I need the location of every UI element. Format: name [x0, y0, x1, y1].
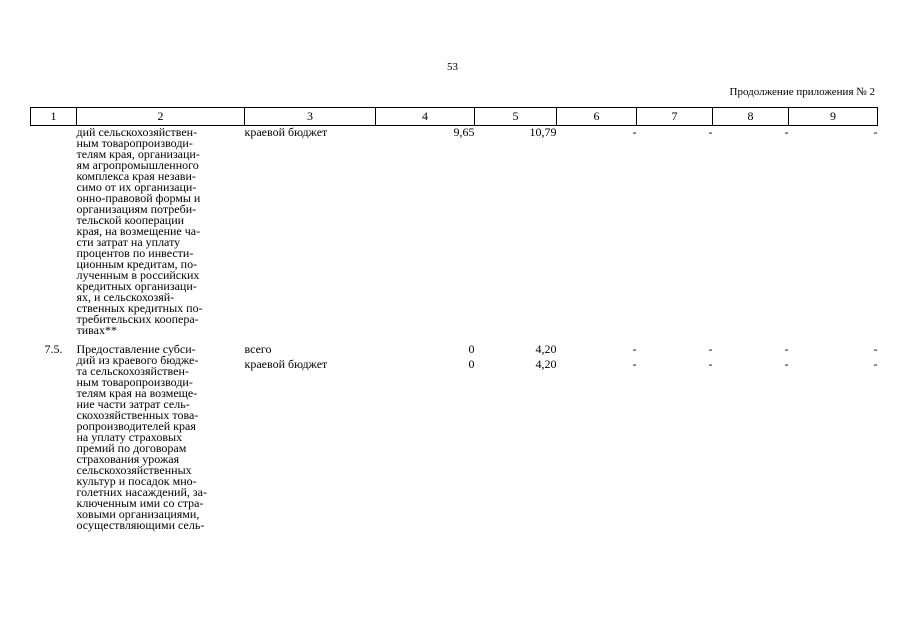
value-col4: 9,65: [453, 125, 475, 139]
budget-table: [30, 107, 878, 531]
value-col6: -: [632, 342, 637, 356]
col9-cell: [789, 336, 878, 531]
header-cell-1: 1: [31, 108, 77, 126]
page-number: 53: [447, 61, 458, 73]
value-col7: -: [708, 125, 713, 139]
value-col5: 4,20: [535, 357, 557, 371]
value-col5: 10,79: [529, 125, 557, 139]
row-number: [31, 126, 77, 337]
continuation-label: Продолжение приложения № 2: [729, 86, 875, 98]
col7-cell: [637, 336, 713, 531]
value-col9: -: [873, 357, 878, 371]
col4-cell: [376, 336, 475, 531]
source-label: краевой бюджет: [244, 357, 328, 371]
source-cell: [245, 126, 376, 337]
col8-cell: [713, 336, 789, 531]
col5-cell: [475, 126, 557, 337]
value-col8: -: [784, 125, 789, 139]
header-cell-7: 7: [637, 108, 713, 126]
value-col7: -: [708, 342, 713, 356]
value-col4: 0: [468, 342, 475, 356]
header-cell-3: 3: [245, 108, 376, 126]
source-cell: [245, 336, 376, 531]
value-col4: 0: [468, 357, 475, 371]
value-col9: -: [873, 125, 878, 139]
source-label: краевой бюджет: [244, 125, 328, 139]
header-cell-2: 2: [77, 108, 245, 126]
col9-cell: [789, 126, 878, 337]
header-cell-8: 8: [713, 108, 789, 126]
value-col9: -: [873, 342, 878, 356]
source-label: всего: [244, 342, 272, 356]
row-number: 7.5.: [44, 342, 63, 356]
header-cell-4: 4: [376, 108, 475, 126]
value-col8: -: [784, 357, 789, 371]
header-cell-6: 6: [557, 108, 637, 126]
col7-cell: [637, 126, 713, 337]
col8-cell: [713, 126, 789, 337]
value-col8: -: [784, 342, 789, 356]
row-description: Предоставление субси- дий из краевого бюдже- та сельскохозяйствен- ным товаропроизводи- телям края на возмеще- ние части затрат сель- скохозяйственных това- ропроизводителей края на уплату страховых премий по договорам страхования урожая сельскохозяйственных культур и посадок мно- голетних насаждений, за- ключенным ими со стра- ховыми организациями, осуществляющими сель-: [76, 342, 207, 532]
col4-cell: [376, 126, 475, 337]
header-cell-9: 9: [789, 108, 878, 126]
header-row: [31, 108, 878, 126]
col6-cell: [557, 126, 637, 337]
header-cell-5: 5: [475, 108, 557, 126]
value-col5: 4,20: [535, 342, 557, 356]
value-col6: -: [632, 125, 637, 139]
col6-cell: [557, 336, 637, 531]
table-row: [31, 336, 878, 531]
row-description: дий сельскохозяйствен- ным товаропроизводи- телям края, организаци- ям агропромышленного комплекса края незави- симо от их организаци- онно-правовой формы и организациям потреби- тельской кооперации края, на возмещение ча- сти затрат на уплату процентов по инвести- ционным кредитам, по- лученным в российских кредитных организаци- ях, и сельскохозяй- ственных кредитных по- требительских коопера- тивах**: [76, 125, 203, 337]
value-col6: -: [632, 357, 637, 371]
col5-cell: [475, 336, 557, 531]
value-col7: -: [708, 357, 713, 371]
table-row: [31, 126, 878, 337]
